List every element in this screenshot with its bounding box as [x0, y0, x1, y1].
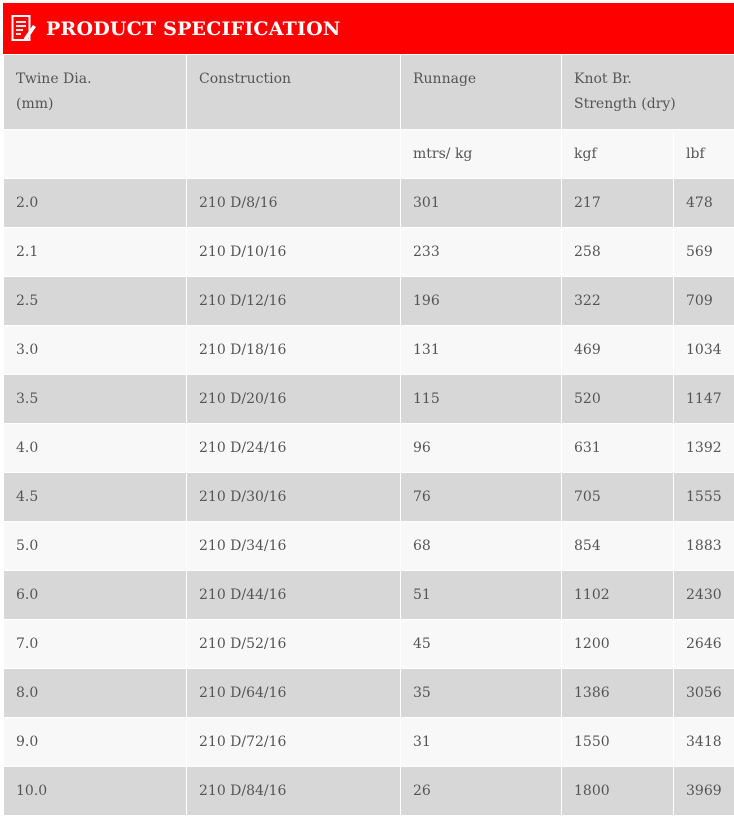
header-twine-dia-line2: (mm)	[16, 96, 54, 112]
table-row	[4, 620, 734, 669]
cell-construction: 210 D/44/16	[187, 571, 401, 620]
cell-twine-dia: 2.1	[4, 228, 187, 277]
header-knot-strength-line2: Strength (dry)	[574, 96, 676, 112]
unit-runnage: mtrs/ kg	[401, 130, 562, 179]
cell-lbf: 1147	[674, 375, 734, 424]
header-construction: Construction	[187, 55, 401, 130]
cell-kgf: 258	[562, 228, 674, 277]
spec-header-bar	[3, 3, 734, 54]
cell-construction: 210 D/12/16	[187, 277, 401, 326]
unit-construction	[187, 130, 401, 179]
cell-runnage: 96	[401, 424, 562, 473]
cell-twine-dia: 6.0	[4, 571, 187, 620]
cell-construction: 210 D/72/16	[187, 718, 401, 767]
cell-construction: 210 D/20/16	[187, 375, 401, 424]
spec-table	[3, 54, 734, 816]
cell-lbf: 3969	[674, 767, 734, 816]
table-header-row	[4, 55, 734, 130]
spec-title: PRODUCT SPECIFICATION	[46, 17, 341, 40]
cell-construction: 210 D/52/16	[187, 620, 401, 669]
cell-runnage: 68	[401, 522, 562, 571]
cell-twine-dia: 4.5	[4, 473, 187, 522]
cell-kgf: 705	[562, 473, 674, 522]
cell-twine-dia: 2.5	[4, 277, 187, 326]
document-edit-icon	[11, 14, 37, 44]
cell-twine-dia: 10.0	[4, 767, 187, 816]
cell-runnage: 45	[401, 620, 562, 669]
cell-twine-dia: 9.0	[4, 718, 187, 767]
table-row	[4, 669, 734, 718]
header-knot-strength	[562, 55, 734, 130]
cell-runnage: 115	[401, 375, 562, 424]
cell-lbf: 1555	[674, 473, 734, 522]
table-row	[4, 767, 734, 816]
cell-runnage: 131	[401, 326, 562, 375]
cell-kgf: 1102	[562, 571, 674, 620]
cell-lbf: 569	[674, 228, 734, 277]
table-row	[4, 375, 734, 424]
cell-construction: 210 D/24/16	[187, 424, 401, 473]
cell-construction: 210 D/10/16	[187, 228, 401, 277]
cell-construction: 210 D/34/16	[187, 522, 401, 571]
table-row	[4, 228, 734, 277]
cell-kgf: 1200	[562, 620, 674, 669]
cell-runnage: 51	[401, 571, 562, 620]
cell-runnage: 76	[401, 473, 562, 522]
table-row	[4, 424, 734, 473]
cell-construction: 210 D/64/16	[187, 669, 401, 718]
cell-construction: 210 D/30/16	[187, 473, 401, 522]
table-row	[4, 326, 734, 375]
cell-construction: 210 D/8/16	[187, 179, 401, 228]
table-row	[4, 571, 734, 620]
cell-twine-dia: 4.0	[4, 424, 187, 473]
unit-lbf: lbf	[674, 130, 734, 179]
unit-twine-dia	[4, 130, 187, 179]
cell-twine-dia: 3.0	[4, 326, 187, 375]
header-twine-dia	[4, 55, 187, 130]
cell-runnage: 35	[401, 669, 562, 718]
cell-kgf: 469	[562, 326, 674, 375]
unit-kgf: kgf	[562, 130, 674, 179]
cell-lbf: 1034	[674, 326, 734, 375]
cell-construction: 210 D/18/16	[187, 326, 401, 375]
cell-twine-dia: 5.0	[4, 522, 187, 571]
cell-lbf: 1883	[674, 522, 734, 571]
cell-twine-dia: 2.0	[4, 179, 187, 228]
table-row	[4, 277, 734, 326]
table-row	[4, 179, 734, 228]
cell-kgf: 1800	[562, 767, 674, 816]
cell-lbf: 3418	[674, 718, 734, 767]
table-row	[4, 522, 734, 571]
cell-runnage: 233	[401, 228, 562, 277]
cell-lbf: 709	[674, 277, 734, 326]
cell-kgf: 520	[562, 375, 674, 424]
cell-runnage: 26	[401, 767, 562, 816]
cell-kgf: 854	[562, 522, 674, 571]
table-row	[4, 473, 734, 522]
cell-kgf: 631	[562, 424, 674, 473]
table-unit-row	[4, 130, 734, 179]
cell-twine-dia: 8.0	[4, 669, 187, 718]
cell-lbf: 2646	[674, 620, 734, 669]
table-row	[4, 718, 734, 767]
cell-twine-dia: 7.0	[4, 620, 187, 669]
cell-lbf: 1392	[674, 424, 734, 473]
cell-kgf: 1386	[562, 669, 674, 718]
cell-construction: 210 D/84/16	[187, 767, 401, 816]
cell-kgf: 1550	[562, 718, 674, 767]
cell-lbf: 3056	[674, 669, 734, 718]
header-twine-dia-line1: Twine Dia.	[16, 71, 92, 87]
cell-lbf: 2430	[674, 571, 734, 620]
cell-lbf: 478	[674, 179, 734, 228]
cell-kgf: 217	[562, 179, 674, 228]
cell-runnage: 31	[401, 718, 562, 767]
cell-twine-dia: 3.5	[4, 375, 187, 424]
cell-runnage: 301	[401, 179, 562, 228]
cell-kgf: 322	[562, 277, 674, 326]
header-runnage: Runnage	[401, 55, 562, 130]
cell-runnage: 196	[401, 277, 562, 326]
header-knot-strength-line1: Knot Br.	[574, 71, 632, 87]
